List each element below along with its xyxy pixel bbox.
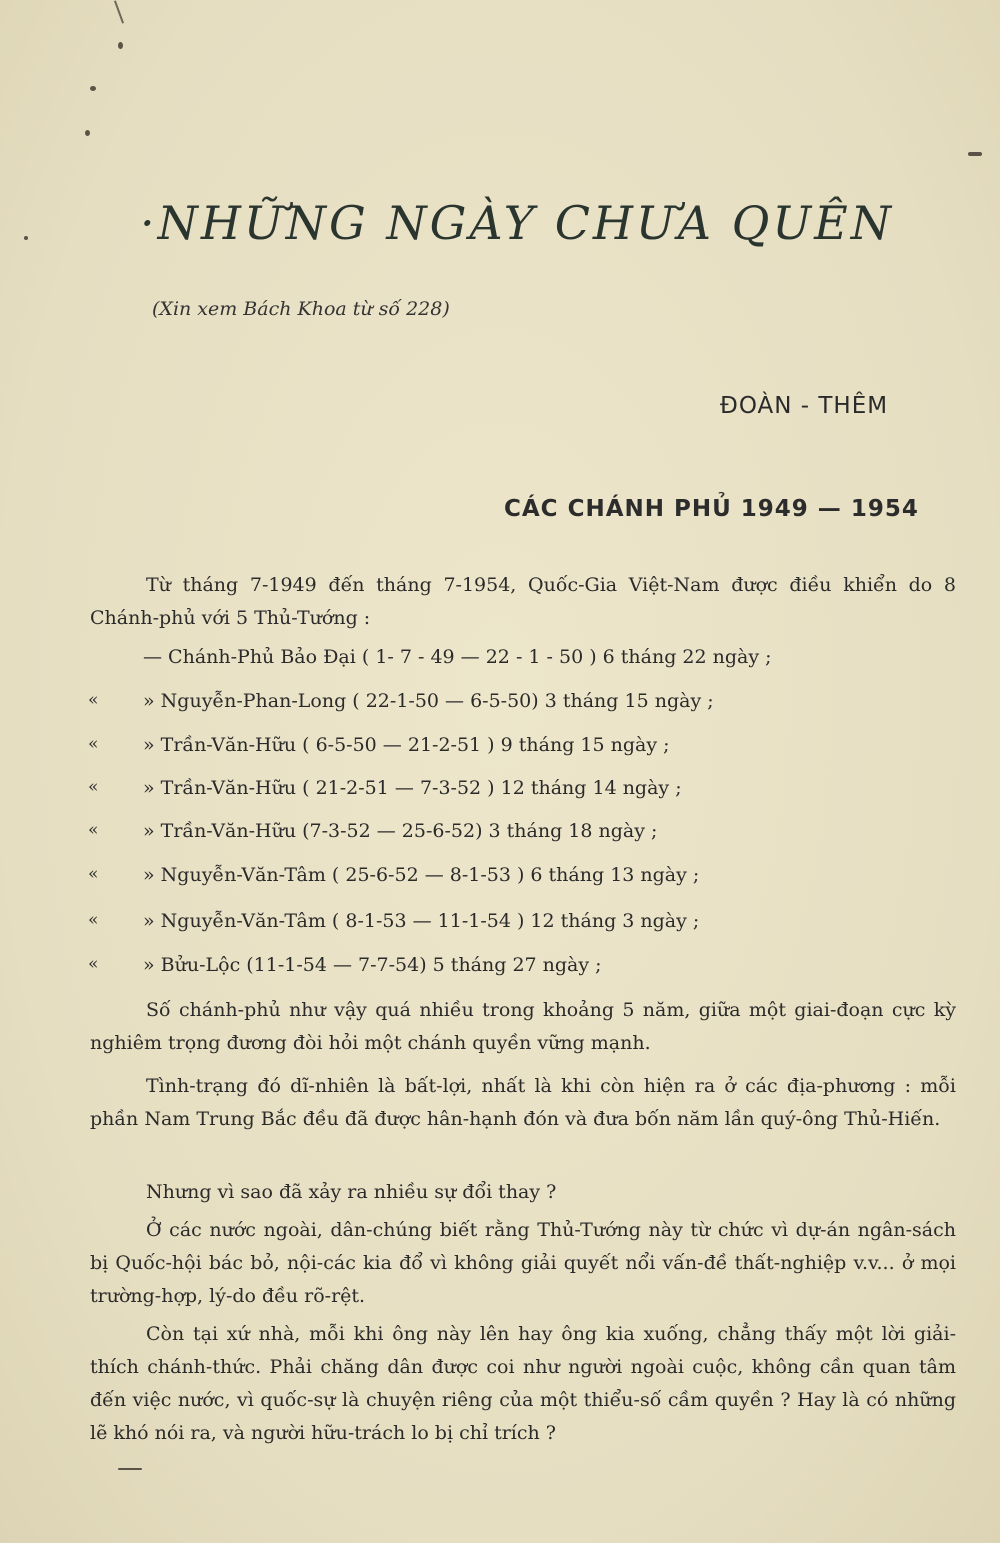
- scan-mark: [114, 0, 124, 23]
- article-author: ĐOÀN - THÊM: [720, 393, 889, 419]
- body-paragraph: Tình-trạng đó dĩ-nhiên là bất-lợi, nhất là khi còn hiện ra ở các địa-phương : mỗi phần Nam Trung Bắc đều đã được hân-hạnh đón và đưa bốn năm lần quý-ông Thủ-Hiến.: [90, 1075, 956, 1130]
- ditto-mark: «: [88, 864, 99, 884]
- government-list-item: [0, 734, 1000, 764]
- government-entry: » Bửu-Lộc (11-1-54 — 7-7-54) 5 tháng 27 ngày ;: [143, 954, 602, 976]
- ditto-mark: «: [88, 777, 99, 797]
- ditto-mark: «: [88, 910, 99, 930]
- body-paragraph: Còn tại xứ nhà, mỗi khi ông này lên hay ông kia xuống, chẳng thấy một lời giải-thích chánh-thức. Phải chăng dân được coi như người ngoài cuộc, không cần quan tâm đến việc nước, vì quốc-sự là chuyện riêng của một thiểu-số cầm quyền ? Hay là có những lẽ khó nói ra, và người hữu-trách lo bị chỉ trích ?: [90, 1323, 956, 1444]
- government-list-item: [0, 777, 1000, 807]
- body-paragraph: Nhưng vì sao đã xảy ra nhiều sự đổi thay ?: [146, 1181, 557, 1203]
- government-entry: » Nguyễn-Phan-Long ( 22-1-50 — 6-5-50) 3 tháng 15 ngày ;: [143, 690, 714, 712]
- ditto-mark: «: [88, 690, 99, 710]
- government-entry: » Nguyễn-Văn-Tâm ( 8-1-53 — 11-1-54 ) 12 tháng 3 ngày ;: [143, 910, 700, 932]
- ditto-mark: «: [88, 820, 99, 840]
- government-list-item: [0, 864, 1000, 894]
- scan-speck: [968, 152, 982, 156]
- body-paragraph: Ở các nước ngoài, dân-chúng biết rằng Thủ-Tướng này từ chức vì dự-án ngân-sách bị Quốc-hội bác bỏ, nội-các kia đổ vì không giải quyết nổi vấn-đề thất-nghiệp v.v... ở mọi trường-hợp, lý-do đều rõ-rệt.: [90, 1219, 956, 1307]
- government-entry: » Nguyễn-Văn-Tâm ( 25-6-52 — 8-1-53 ) 6 tháng 13 ngày ;: [143, 864, 700, 886]
- government-list-item: [0, 954, 1000, 984]
- government-entry: » Trần-Văn-Hữu ( 21-2-51 — 7-3-52 ) 12 tháng 14 ngày ;: [143, 777, 682, 799]
- scan-speck: [118, 42, 123, 49]
- scan-speck: [24, 236, 28, 240]
- ditto-mark: «: [88, 954, 99, 974]
- scan-speck: [90, 86, 96, 91]
- government-entry: » Trần-Văn-Hữu (7-3-52 — 25-6-52) 3 tháng 18 ngày ;: [143, 820, 658, 842]
- government-list-item: [0, 820, 1000, 850]
- article-subtitle: (Xin xem Bách Khoa từ số 228): [152, 298, 450, 320]
- government-list-item: [0, 646, 1000, 676]
- ditto-mark: «: [88, 734, 99, 754]
- government-entry: — Chánh-Phủ Bảo Đại ( 1- 7 - 49 — 22 - 1 - 50 ) 6 tháng 22 ngày ;: [143, 646, 772, 668]
- intro-paragraph: Từ tháng 7-1949 đến tháng 7-1954, Quốc-Gia Việt-Nam được điều khiển do 8 Chánh-phủ với 5 Thủ-Tướng :: [90, 574, 956, 629]
- government-list-item: [0, 690, 1000, 720]
- government-list-item: [0, 910, 1000, 940]
- section-title: CÁC CHÁNH PHỦ 1949 — 1954: [504, 496, 919, 522]
- body-paragraph: Số chánh-phủ như vậy quá nhiều trong khoảng 5 năm, giữa một giai-đoạn cực kỳ nghiêm trọng đương đòi hỏi một chánh quyền vững mạnh.: [90, 999, 956, 1054]
- scan-speck: [85, 130, 90, 136]
- government-entry: » Trần-Văn-Hữu ( 6-5-50 — 21-2-51 ) 9 tháng 15 ngày ;: [143, 734, 670, 756]
- scan-speck: [118, 1468, 142, 1470]
- article-title: ·NHỮNG NGÀY CHƯA QUÊN: [140, 196, 894, 250]
